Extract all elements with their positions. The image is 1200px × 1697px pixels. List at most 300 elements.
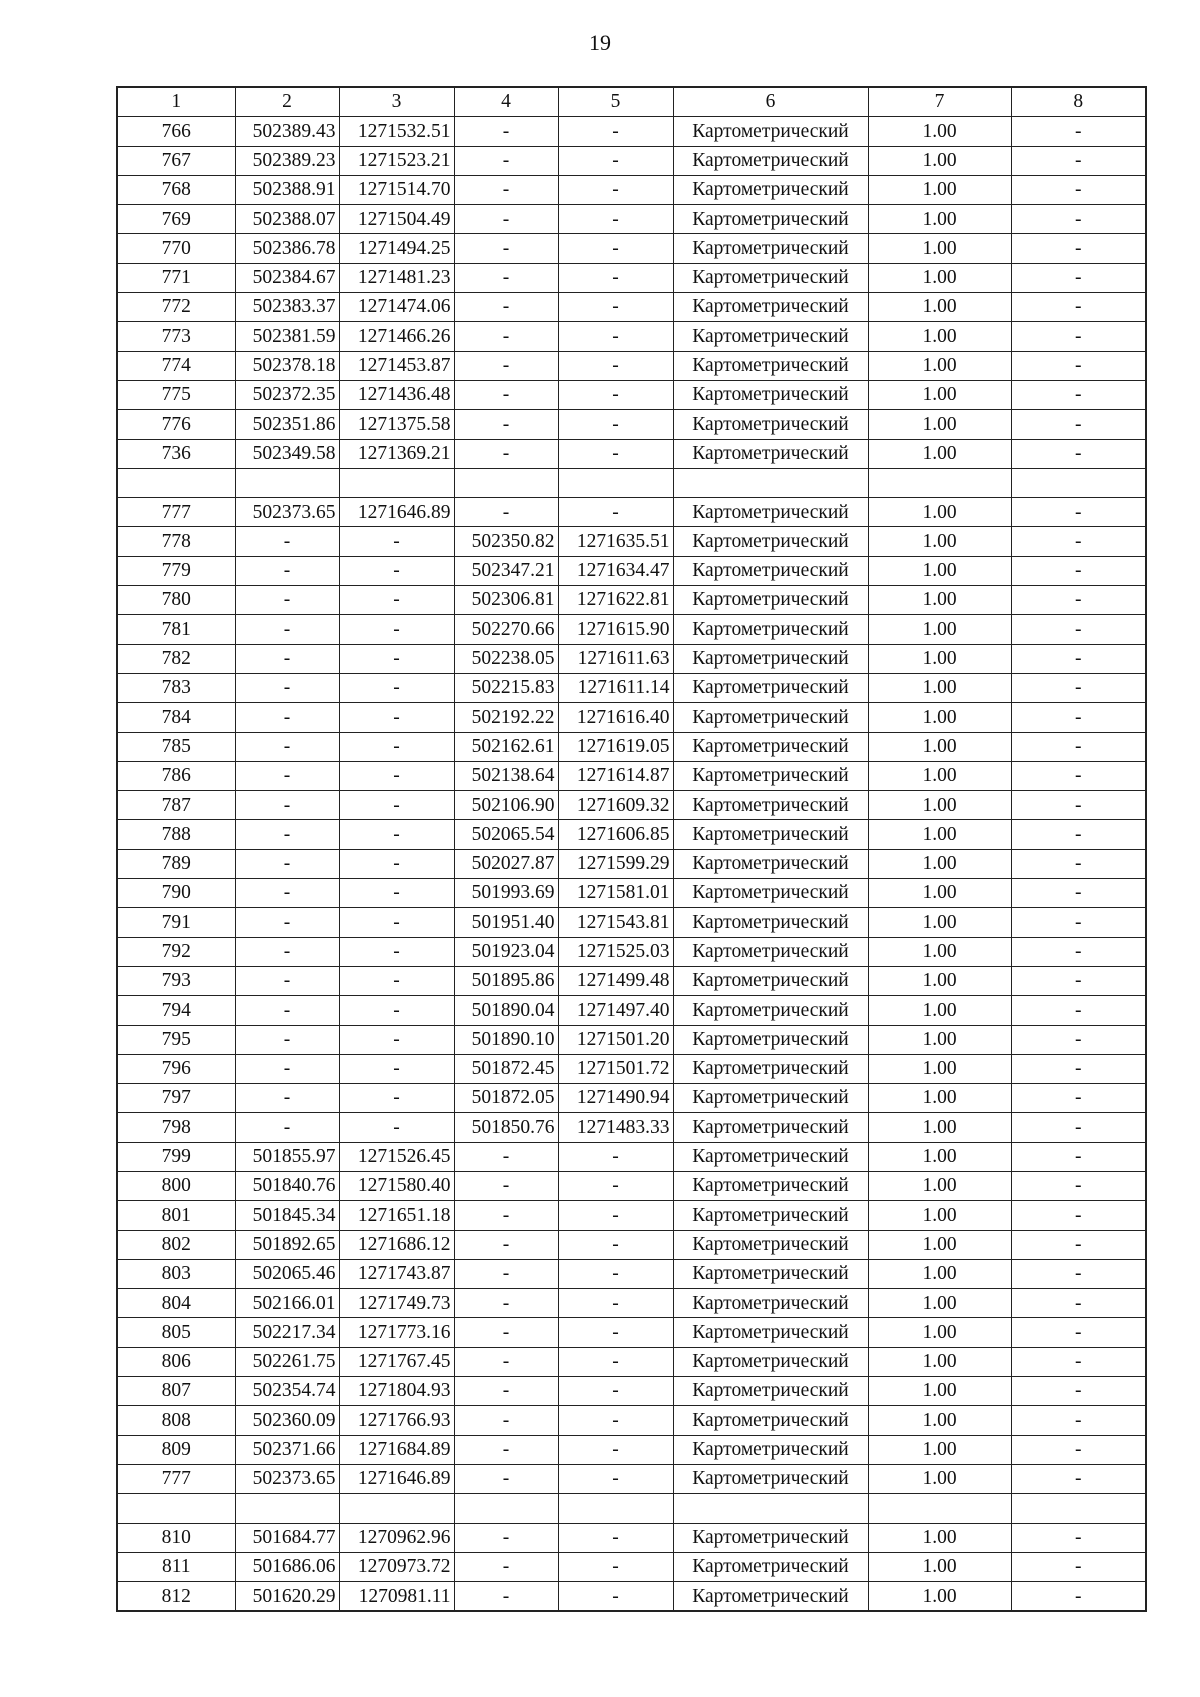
table-cell: 1.00: [868, 1406, 1011, 1435]
table-row: [117, 732, 1146, 761]
table-row: [117, 1171, 1146, 1200]
table-row: [117, 791, 1146, 820]
table-row: [117, 879, 1146, 908]
table-row: [117, 1347, 1146, 1376]
table-cell: 1271494.25: [339, 234, 454, 263]
table-cell: -: [558, 1142, 673, 1171]
table-row: [117, 322, 1146, 351]
table-cell: -: [558, 1318, 673, 1347]
table-row: [117, 263, 1146, 292]
table-cell: 1271646.89: [339, 498, 454, 527]
table-cell: 1271609.32: [558, 791, 673, 820]
table-cell: 1271504.49: [339, 205, 454, 234]
table-cell: 502027.87: [454, 849, 558, 878]
table-cell: 501684.77: [235, 1523, 339, 1552]
table-cell: Картометрический: [673, 1113, 868, 1142]
table-cell: 1271686.12: [339, 1230, 454, 1259]
table-cell: 1.00: [868, 644, 1011, 673]
table-cell: 793: [117, 966, 235, 995]
table-cell: -: [339, 996, 454, 1025]
table-cell: 502350.82: [454, 527, 558, 556]
table-cell: 1271474.06: [339, 293, 454, 322]
table-cell: -: [454, 1406, 558, 1435]
table-cell: Картометрический: [673, 263, 868, 292]
table-cell: -: [235, 996, 339, 1025]
table-cell: -: [1011, 439, 1146, 468]
table-cell: Картометрический: [673, 1171, 868, 1200]
table-cell: 795: [117, 1025, 235, 1054]
table-cell: 1.00: [868, 1523, 1011, 1552]
table-cell: -: [1011, 996, 1146, 1025]
table-cell: Картометрический: [673, 439, 868, 468]
table-cell: -: [1011, 293, 1146, 322]
table-cell: Картометрический: [673, 380, 868, 409]
table-cell: -: [1011, 820, 1146, 849]
table-cell: 1271523.21: [339, 146, 454, 175]
table-cell: 1.00: [868, 293, 1011, 322]
table-cell: 502138.64: [454, 761, 558, 790]
table-cell: -: [1011, 703, 1146, 732]
table-cell: -: [558, 205, 673, 234]
table-cell: 777: [117, 1464, 235, 1493]
table-cell: 782: [117, 644, 235, 673]
table-cell: -: [339, 761, 454, 790]
table-cell: -: [558, 1259, 673, 1288]
table-cell: 1.00: [868, 1582, 1011, 1612]
page-number: 19: [589, 30, 611, 55]
table-cell: [235, 468, 339, 497]
table-cell: 1271606.85: [558, 820, 673, 849]
table-cell: 1271532.51: [339, 117, 454, 146]
table-cell: -: [1011, 234, 1146, 263]
table-cell: 502306.81: [454, 586, 558, 615]
table-cell: -: [1011, 1259, 1146, 1288]
table-cell: 1271766.93: [339, 1406, 454, 1435]
table-cell: 1271611.14: [558, 673, 673, 702]
table-cell: 1.00: [868, 673, 1011, 702]
table-cell: 1.00: [868, 1259, 1011, 1288]
table-cell: 502373.65: [235, 498, 339, 527]
table-cell: -: [235, 703, 339, 732]
table-row: [117, 410, 1146, 439]
table-cell: -: [1011, 644, 1146, 673]
table-cell: -: [454, 322, 558, 351]
table-cell: 1271490.94: [558, 1084, 673, 1113]
header-cell: 2: [235, 87, 339, 117]
table-cell: -: [558, 1435, 673, 1464]
table-cell: -: [1011, 351, 1146, 380]
table-cell: -: [454, 410, 558, 439]
table-cell: -: [1011, 1171, 1146, 1200]
table-cell: 785: [117, 732, 235, 761]
table-cell: 1.00: [868, 1084, 1011, 1113]
table-row: [117, 1201, 1146, 1230]
table-cell: 1271616.40: [558, 703, 673, 732]
coordinates-table: [116, 86, 1147, 1612]
table-cell: 776: [117, 410, 235, 439]
table-cell: -: [1011, 849, 1146, 878]
table-cell: 502065.46: [235, 1259, 339, 1288]
table-cell: 766: [117, 117, 235, 146]
table-cell: 1271743.87: [339, 1259, 454, 1288]
table-cell: -: [454, 1347, 558, 1376]
table-cell: 1271375.58: [339, 410, 454, 439]
table-cell: -: [235, 1054, 339, 1083]
table-cell: -: [558, 263, 673, 292]
table-cell: 786: [117, 761, 235, 790]
table-cell: 1.00: [868, 732, 1011, 761]
table-cell: 1.00: [868, 1464, 1011, 1493]
table-cell: -: [339, 1084, 454, 1113]
table-row: [117, 586, 1146, 615]
table-cell: -: [1011, 146, 1146, 175]
table-header: [117, 87, 1146, 117]
table-cell: Картометрический: [673, 1377, 868, 1406]
table-cell: -: [1011, 527, 1146, 556]
table-row: [117, 1054, 1146, 1083]
table-row: [117, 175, 1146, 204]
table-cell: Картометрический: [673, 410, 868, 439]
table-cell: Картометрический: [673, 1025, 868, 1054]
table-cell: 502389.23: [235, 146, 339, 175]
table-cell: -: [339, 586, 454, 615]
table-cell: 1271514.70: [339, 175, 454, 204]
table-cell: 771: [117, 263, 235, 292]
table-cell: 1.00: [868, 527, 1011, 556]
table-cell: 502215.83: [454, 673, 558, 702]
table-cell: 1.00: [868, 498, 1011, 527]
table-cell: -: [558, 1464, 673, 1493]
table-cell: 1.00: [868, 234, 1011, 263]
table-cell: 810: [117, 1523, 235, 1552]
table-cell: -: [454, 1318, 558, 1347]
table-cell: 808: [117, 1406, 235, 1435]
table-cell: Картометрический: [673, 849, 868, 878]
table-cell: Картометрический: [673, 586, 868, 615]
table-cell: 784: [117, 703, 235, 732]
table-cell: -: [558, 175, 673, 204]
table-cell: 1.00: [868, 996, 1011, 1025]
table-cell: -: [558, 1230, 673, 1259]
table-cell: Картометрический: [673, 732, 868, 761]
table-cell: [868, 468, 1011, 497]
table-cell: 812: [117, 1582, 235, 1612]
table-cell: [1011, 468, 1146, 497]
table-cell: 802: [117, 1230, 235, 1259]
table-cell: 502371.66: [235, 1435, 339, 1464]
table-cell: Картометрический: [673, 175, 868, 204]
header-cell: 1: [117, 87, 235, 117]
table-cell: -: [1011, 1289, 1146, 1318]
table-cell: Картометрический: [673, 1289, 868, 1318]
table-cell: 736: [117, 439, 235, 468]
table-cell: -: [454, 1582, 558, 1612]
table-cell: [454, 468, 558, 497]
table-cell: -: [235, 966, 339, 995]
table-cell: Картометрический: [673, 1582, 868, 1612]
table-cell: 1270962.96: [339, 1523, 454, 1552]
table-cell: -: [558, 410, 673, 439]
table-cell: Картометрический: [673, 820, 868, 849]
table-cell: 1.00: [868, 117, 1011, 146]
table-cell: 1.00: [868, 439, 1011, 468]
table-cell: 1271580.40: [339, 1171, 454, 1200]
table-cell: -: [235, 673, 339, 702]
table-cell: -: [235, 820, 339, 849]
table-cell: -: [1011, 380, 1146, 409]
table-cell: -: [454, 380, 558, 409]
table-cell: Картометрический: [673, 117, 868, 146]
table-cell: 1271501.20: [558, 1025, 673, 1054]
table-cell: Картометрический: [673, 908, 868, 937]
table-row: [117, 439, 1146, 468]
table-row: [117, 703, 1146, 732]
table-row: [117, 849, 1146, 878]
table-cell: 1.00: [868, 1289, 1011, 1318]
table-cell: 1.00: [868, 1435, 1011, 1464]
table-row: [117, 1582, 1146, 1612]
table-row: [117, 234, 1146, 263]
table-cell: 803: [117, 1259, 235, 1288]
table-cell: -: [235, 732, 339, 761]
table-cell: 1271599.29: [558, 849, 673, 878]
table-cell: -: [1011, 263, 1146, 292]
table-cell: 789: [117, 849, 235, 878]
table-cell: 1271499.48: [558, 966, 673, 995]
table-cell: -: [558, 1523, 673, 1552]
table-cell: -: [1011, 1464, 1146, 1493]
table-cell: 502388.91: [235, 175, 339, 204]
table-cell: 502238.05: [454, 644, 558, 673]
table-cell: -: [339, 966, 454, 995]
table-cell: -: [339, 732, 454, 761]
table-cell: -: [558, 117, 673, 146]
table-cell: [558, 468, 673, 497]
table-cell: 1271466.26: [339, 322, 454, 351]
table-cell: -: [235, 761, 339, 790]
table-cell: Картометрический: [673, 673, 868, 702]
table-cell: Картометрический: [673, 1464, 868, 1493]
table-cell: 804: [117, 1289, 235, 1318]
table-cell: -: [558, 1171, 673, 1200]
table-cell: Картометрический: [673, 205, 868, 234]
table-cell: -: [454, 117, 558, 146]
table-cell: Картометрический: [673, 996, 868, 1025]
table-cell: 1.00: [868, 1318, 1011, 1347]
table-cell: 501850.76: [454, 1113, 558, 1142]
table-cell: 1.00: [868, 908, 1011, 937]
table-cell: 809: [117, 1435, 235, 1464]
table-cell: 1.00: [868, 849, 1011, 878]
table-cell: 501993.69: [454, 879, 558, 908]
table-cell: -: [1011, 410, 1146, 439]
table-row: [117, 468, 1146, 497]
table-cell: 502360.09: [235, 1406, 339, 1435]
table-cell: 770: [117, 234, 235, 263]
table-row: [117, 908, 1146, 937]
table-cell: 1271614.87: [558, 761, 673, 790]
table-cell: 1271497.40: [558, 996, 673, 1025]
table-cell: -: [454, 1201, 558, 1230]
table-cell: -: [558, 1377, 673, 1406]
table-cell: -: [558, 146, 673, 175]
table-cell: Картометрический: [673, 1201, 868, 1230]
table-cell: Картометрический: [673, 527, 868, 556]
table-cell: -: [1011, 1142, 1146, 1171]
table-cell: -: [558, 380, 673, 409]
table-cell: 1.00: [868, 1201, 1011, 1230]
table-cell: Картометрический: [673, 1318, 868, 1347]
table-cell: -: [454, 439, 558, 468]
table-row: [117, 1230, 1146, 1259]
table-cell: -: [558, 1289, 673, 1318]
table-cell: -: [339, 937, 454, 966]
table-cell: -: [1011, 1377, 1146, 1406]
table-cell: 1.00: [868, 146, 1011, 175]
table-cell: 1271483.33: [558, 1113, 673, 1142]
table-cell: -: [235, 1113, 339, 1142]
table-cell: -: [454, 1289, 558, 1318]
table-cell: -: [235, 644, 339, 673]
table-cell: 502192.22: [454, 703, 558, 732]
table-cell: [117, 1494, 235, 1523]
table-cell: Картометрический: [673, 1259, 868, 1288]
table-cell: Картометрический: [673, 234, 868, 263]
table-cell: Картометрический: [673, 791, 868, 820]
table-cell: Картометрический: [673, 498, 868, 527]
table-cell: -: [454, 146, 558, 175]
table-cell: 779: [117, 556, 235, 585]
table-cell: -: [339, 908, 454, 937]
table-cell: 1.00: [868, 322, 1011, 351]
header-cell: 6: [673, 87, 868, 117]
table-cell: 1.00: [868, 556, 1011, 585]
table-cell: -: [235, 791, 339, 820]
table-cell: 769: [117, 205, 235, 234]
table-cell: 1271501.72: [558, 1054, 673, 1083]
table-cell: 1.00: [868, 761, 1011, 790]
table-cell: -: [235, 556, 339, 585]
table-cell: -: [235, 586, 339, 615]
table-cell: -: [339, 820, 454, 849]
table-cell: 501620.29: [235, 1582, 339, 1612]
table-cell: 767: [117, 146, 235, 175]
table-cell: -: [454, 1230, 558, 1259]
table-cell: 1.00: [868, 351, 1011, 380]
table-cell: 772: [117, 293, 235, 322]
table-cell: 1270973.72: [339, 1552, 454, 1581]
table-cell: 774: [117, 351, 235, 380]
table-cell: -: [454, 351, 558, 380]
table-cell: 1271526.45: [339, 1142, 454, 1171]
table-cell: 1.00: [868, 1230, 1011, 1259]
table-cell: 796: [117, 1054, 235, 1083]
table-cell: -: [1011, 498, 1146, 527]
table-cell: 1.00: [868, 586, 1011, 615]
table-cell: -: [1011, 175, 1146, 204]
table-cell: 1.00: [868, 615, 1011, 644]
table-cell: 501872.45: [454, 1054, 558, 1083]
table-cell: -: [1011, 1054, 1146, 1083]
table-cell: -: [339, 791, 454, 820]
table-cell: -: [454, 1171, 558, 1200]
table-cell: 1271581.01: [558, 879, 673, 908]
table-cell: -: [558, 1201, 673, 1230]
table-cell: 501895.86: [454, 966, 558, 995]
table-cell: -: [339, 703, 454, 732]
table-cell: -: [1011, 322, 1146, 351]
table-cell: -: [235, 879, 339, 908]
table-row: [117, 937, 1146, 966]
table-cell: -: [1011, 1318, 1146, 1347]
table-cell: -: [1011, 1025, 1146, 1054]
table-cell: 1271635.51: [558, 527, 673, 556]
table-row: [117, 644, 1146, 673]
table-cell: -: [1011, 1406, 1146, 1435]
table-cell: Картометрический: [673, 1523, 868, 1552]
table-row: [117, 1142, 1146, 1171]
table-cell: -: [454, 175, 558, 204]
table-cell: 501855.97: [235, 1142, 339, 1171]
table-cell: -: [1011, 1201, 1146, 1230]
table-cell: -: [1011, 1435, 1146, 1464]
table-cell: -: [235, 908, 339, 937]
table-cell: 798: [117, 1113, 235, 1142]
table-cell: [339, 1494, 454, 1523]
table-cell: 1.00: [868, 1054, 1011, 1083]
table-cell: 1271436.48: [339, 380, 454, 409]
table-cell: -: [1011, 117, 1146, 146]
table-cell: -: [1011, 937, 1146, 966]
table-cell: [558, 1494, 673, 1523]
table-cell: 1.00: [868, 1025, 1011, 1054]
table-cell: 1271611.63: [558, 644, 673, 673]
table-row: [117, 615, 1146, 644]
table-cell: [868, 1494, 1011, 1523]
table-cell: 1271646.89: [339, 1464, 454, 1493]
table-cell: 768: [117, 175, 235, 204]
table-cell: 801: [117, 1201, 235, 1230]
table-cell: 797: [117, 1084, 235, 1113]
table-cell: -: [339, 1054, 454, 1083]
table-cell: 777: [117, 498, 235, 527]
table-cell: 787: [117, 791, 235, 820]
table-cell: Картометрический: [673, 966, 868, 995]
table-cell: 1.00: [868, 175, 1011, 204]
table-cell: -: [339, 849, 454, 878]
table-cell: 502349.58: [235, 439, 339, 468]
header-cell: 3: [339, 87, 454, 117]
table-cell: 1271453.87: [339, 351, 454, 380]
table-cell: -: [454, 1523, 558, 1552]
table-row: [117, 996, 1146, 1025]
table-cell: 502354.74: [235, 1377, 339, 1406]
table-cell: -: [558, 498, 673, 527]
table-cell: [235, 1494, 339, 1523]
table-cell: 792: [117, 937, 235, 966]
table-cell: 502270.66: [454, 615, 558, 644]
table-cell: 501890.10: [454, 1025, 558, 1054]
table-cell: 501923.04: [454, 937, 558, 966]
table-row: [117, 1523, 1146, 1552]
table-row: [117, 820, 1146, 849]
table-cell: -: [235, 937, 339, 966]
table-cell: 501892.65: [235, 1230, 339, 1259]
table-cell: -: [339, 673, 454, 702]
table-cell: 781: [117, 615, 235, 644]
table-cell: 502162.61: [454, 732, 558, 761]
table-cell: 502388.07: [235, 205, 339, 234]
